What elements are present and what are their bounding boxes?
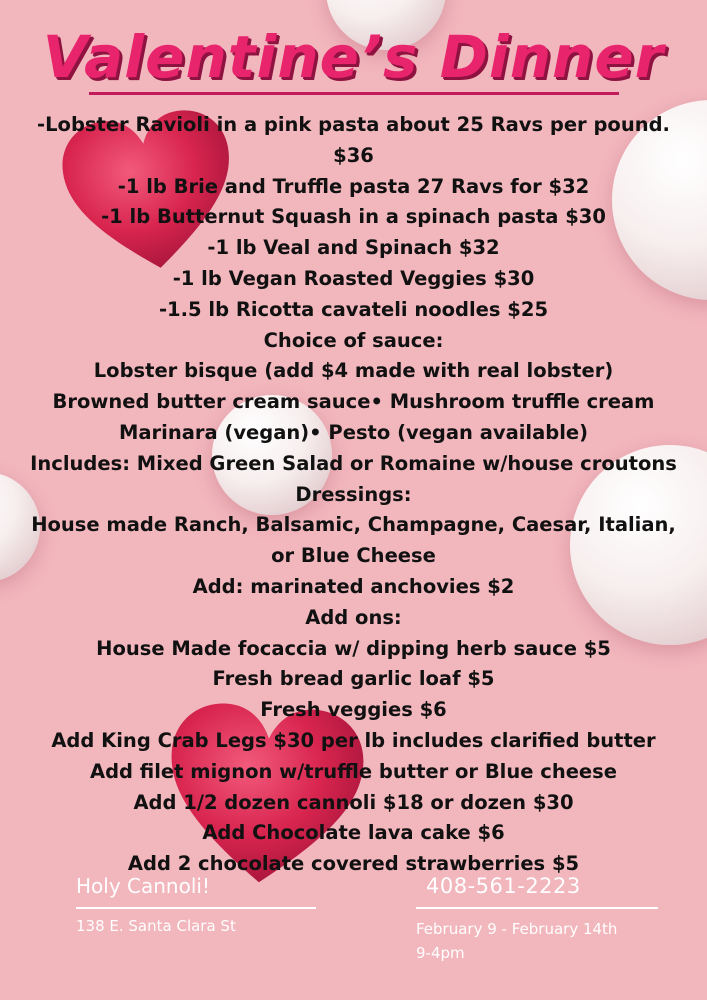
menu-section-heading: Add ons:: [305, 605, 402, 629]
menu-line: -1 lb Brie and Truffle pasta 27 Ravs for $32: [117, 174, 590, 198]
menu-line: -Lobster Ravioli in a pink pasta about 25 Ravs per pound.: [37, 113, 670, 136]
menu-line: -1 lb Veal and Spinach $32: [207, 236, 500, 260]
footer-divider-right: [416, 907, 658, 909]
menu-line: Fresh veggies $6: [260, 698, 447, 722]
menu-line: Includes: Mixed Green Salad or Romaine w/house croutons: [30, 451, 677, 475]
menu-section-heading: Dressings:: [295, 482, 412, 506]
event-dates-block: [416, 917, 617, 965]
menu-line: Lobster bisque (add $4 made with real lobster): [93, 359, 614, 383]
menu-line: Add filet mignon w/truffle butter or Blue cheese: [89, 759, 617, 783]
page-title: Valentine’s Dinner: [42, 23, 665, 91]
menu-line: Add King Crab Legs $30 per lb includes clarified butter: [51, 728, 656, 752]
menu-line: Fresh bread garlic loaf $5: [212, 667, 495, 691]
address: 138 E. Santa Clara St: [76, 917, 236, 935]
menu-line: House Made focaccia w/ dipping herb sauce $5: [96, 636, 611, 660]
menu-line: -1.5 lb Ricotta cavateli noodles $25: [158, 297, 549, 321]
menu-line: House made Ranch, Balsamic, Champagne, Caesar, Italian,: [31, 513, 676, 537]
menu-list: [0, 110, 707, 880]
menu-line: or Blue Cheese: [271, 544, 436, 568]
menu-line: $36: [333, 143, 374, 167]
menu-line: -1 lb Butternut Squash in a spinach pasta $30: [101, 205, 606, 229]
menu-line: Marinara (vegan)• Pesto (vegan available): [118, 420, 589, 444]
event-hours: 9-4pm: [416, 944, 465, 962]
menu-section-heading: Choice of sauce:: [263, 328, 444, 352]
title-block: [0, 22, 707, 95]
shop-name: Holy Cannoli!: [76, 874, 210, 898]
menu-line: Add 2 chocolate covered strawberries $5: [127, 852, 580, 876]
footer-divider-left: [76, 907, 316, 909]
phone-number: 408-561-2223: [426, 874, 581, 898]
menu-line: Add Chocolate lava cake $6: [202, 821, 505, 845]
menu-line: Add: marinated anchovies $2: [192, 574, 515, 598]
title-underline: [89, 92, 619, 95]
menu-line: Add 1/2 dozen cannoli $18 or dozen $30: [133, 790, 574, 814]
menu-line: -1 lb Vegan Roasted Veggies $30: [172, 266, 535, 290]
menu-line: Browned butter cream sauce• Mushroom truffle cream: [52, 390, 655, 414]
event-dates: February 9 - February 14th: [416, 920, 618, 938]
